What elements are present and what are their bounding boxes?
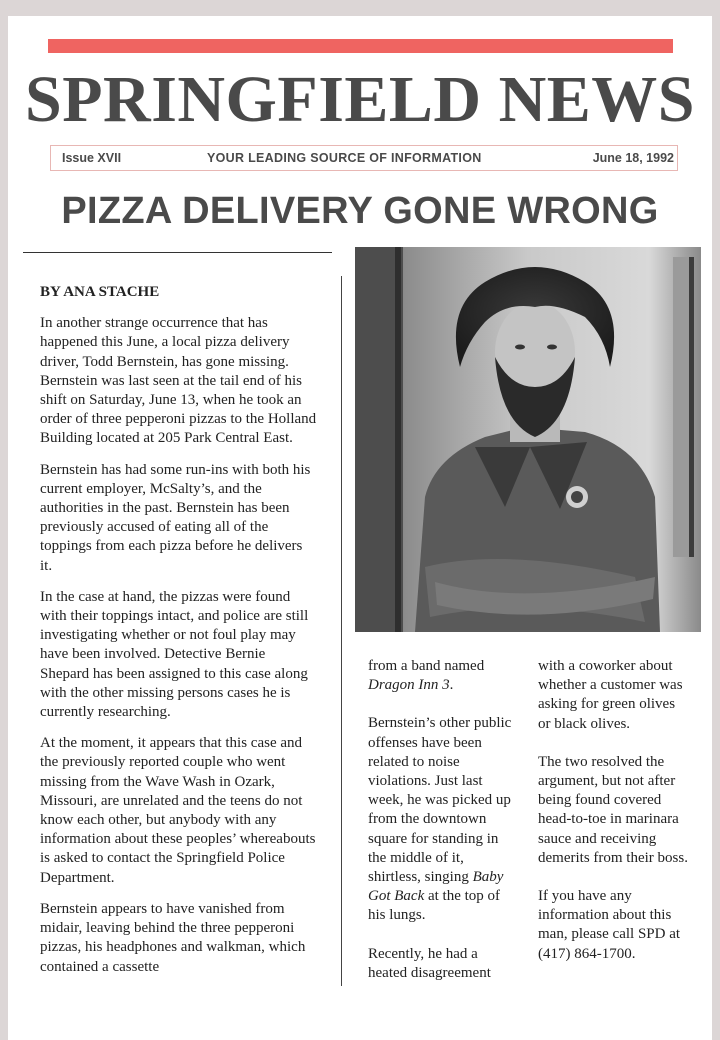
accent-bar [48,39,673,53]
byline: BY ANA STACHE [40,284,160,300]
article-photo [355,247,701,632]
paragraph: In the case at hand, the pizzas were found with their toppings intact, and police are still investigating whether or not foul play may have been involved. Detective Bernie Shepard has been assigned to this case along with the other missing persons cases he is currently researching. [40,588,309,721]
song-title: Baby Got Back [368,869,504,905]
issue-number: Issue XVII [62,151,122,165]
paragraph: with a coworker about whether a customer was asking for green olives or black olives. [538,658,683,732]
text-run: . [449,677,454,694]
paragraph: At the moment, it appears that this case and the previously reported couple who went missing from the Wave Wash in Ozark, Missouri, are unrelated and the teens do not know each other, but anybody with any information about these peoples’ whereabouts is asked to contact the Springfield Police Department. [40,735,316,886]
issue-date: June 18, 1992 [592,151,674,165]
article-column-1 [40,283,318,989]
paragraph: Recently, he had a heated disagreement [368,945,491,981]
tagline: YOUR LEADING SOURCE OF INFORMATION [207,151,482,165]
article-column-2 [368,657,513,1002]
text-run: from a band named [368,658,485,674]
band-name: Dragon Inn 3 [368,677,450,694]
paragraph: Bernstein appears to have vanished from midair, leaving behind the three pepperoni pizzas, his headphones and walkman, which contained a cassette [40,900,306,975]
paragraph [368,657,513,695]
paragraph [368,714,513,925]
paragraph: If you have any information about this man, please call SPD at (417) 864-1700. [538,888,681,962]
column-divider [341,276,342,986]
text-run: Bernstein’s other public offenses have been related to noise violations. Just last week, he was picked up from the downtown square for standing in the middle of it, shirtless, singing [368,715,512,886]
article-headline: PIZZA DELIVERY GONE WRONG [61,190,659,232]
info-bar [50,145,678,171]
portrait-photo [355,247,701,632]
paragraph: The two resolved the argument, but not after being found covered head-to-toe in marinara sauce and receiving demerits from their boss. [538,753,688,866]
headline-divider [23,252,332,253]
masthead-title: SPRINGFIELD NEWS [25,63,695,136]
paragraph: In another strange occurrence that has happened this June, a local pizza delivery driver, Todd Bernstein, has gone missing. Bernstein was last seen at the tail end of his shift on Saturday, June 13, when he took an order of three pepperoni pizzas to the Holland Building located at 205 Park Central East. [40,315,317,447]
text-run: at the top of his lungs. [368,888,501,924]
article-column-3 [538,657,690,983]
paragraph: Bernstein has had some run-ins with both his current employer, McSalty’s, and the authorities in the past. Bernstein has been previously accused of eating all of the toppings from each pizza before he delivers it. [40,461,311,574]
